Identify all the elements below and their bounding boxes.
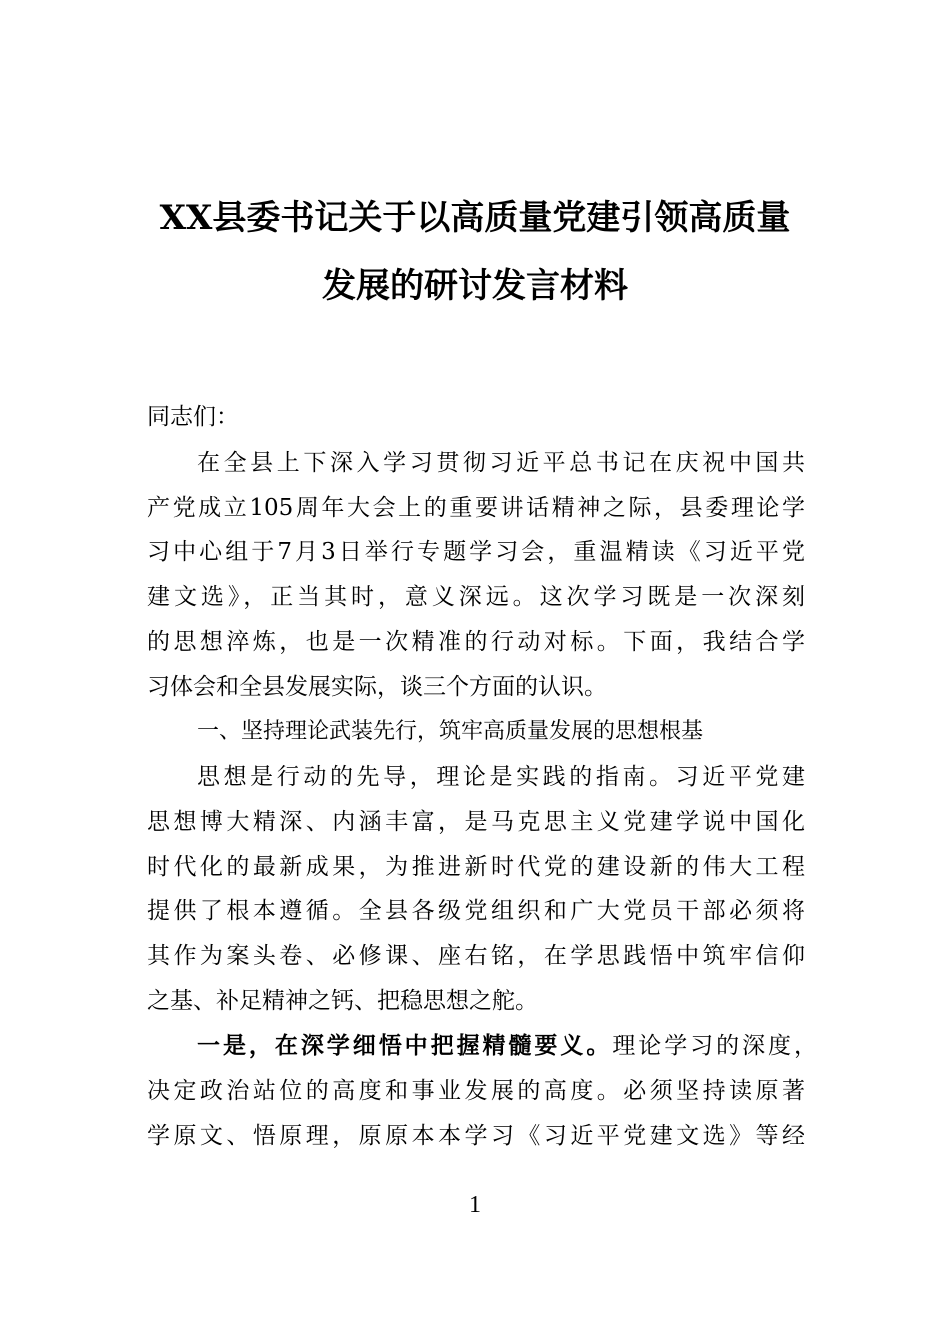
document-title-line-1: XX县委书记关于以高质量党建引领高质量: [159, 198, 791, 238]
paragraph-line: 其作为案头卷、必修课、座右铭，在学思践悟中筑牢信仰: [147, 943, 805, 969]
paragraph-line: 在全县上下深入学习贯彻习近平总书记在庆祝中国共: [197, 450, 805, 476]
paragraph-lead-bold: 一是，在深学细悟中把握精髓要义。: [197, 1033, 613, 1059]
paragraph-line: 之基、补足精神之钙、把稳思想之舵。: [147, 988, 538, 1014]
paragraph-line: 时代化的最新成果，为推进新时代党的建设新的伟大工程: [147, 854, 805, 880]
paragraph-line: 习体会和全县发展实际，谈三个方面的认识。: [147, 674, 607, 700]
paragraph-line: 习中心组于7月3日举行专题学习会，重温精读《习近平党: [147, 539, 805, 565]
paragraph-line: 决定政治站位的高度和事业发展的高度。必须坚持读原著: [147, 1078, 805, 1104]
paragraph-line-with-lead: [197, 1031, 817, 1061]
paragraph-line: 产党成立105周年大会上的重要讲话精神之际，县委理论学: [147, 495, 805, 521]
salutation: 同志们：: [147, 404, 239, 430]
paragraph-line: 提供了根本遵循。全县各级党组织和广大党员干部必须将: [147, 898, 805, 924]
document-title-line-2: 发展的研讨发言材料: [322, 266, 628, 306]
paragraph-line: 的思想淬炼，也是一次精准的行动对标。下面，我结合学: [147, 629, 805, 655]
page-number: 1: [469, 1192, 481, 1218]
paragraph-line: 思想是行动的先导，理论是实践的指南。习近平党建: [197, 764, 805, 790]
paragraph-lead-rest: 理论学习的深度，: [612, 1033, 818, 1059]
paragraph-line: 建文选》，正当其时，意义深远。这次学习既是一次深刻: [147, 584, 805, 610]
section-heading: 一、坚持理论武装先行，筑牢高质量发展的思想根基: [197, 719, 704, 744]
paragraph-line: 学原文、悟原理，原原本本学习《习近平党建文选》等经: [147, 1123, 805, 1149]
paragraph-line: 思想博大精深、内涵丰富，是马克思主义党建学说中国化: [147, 809, 805, 835]
